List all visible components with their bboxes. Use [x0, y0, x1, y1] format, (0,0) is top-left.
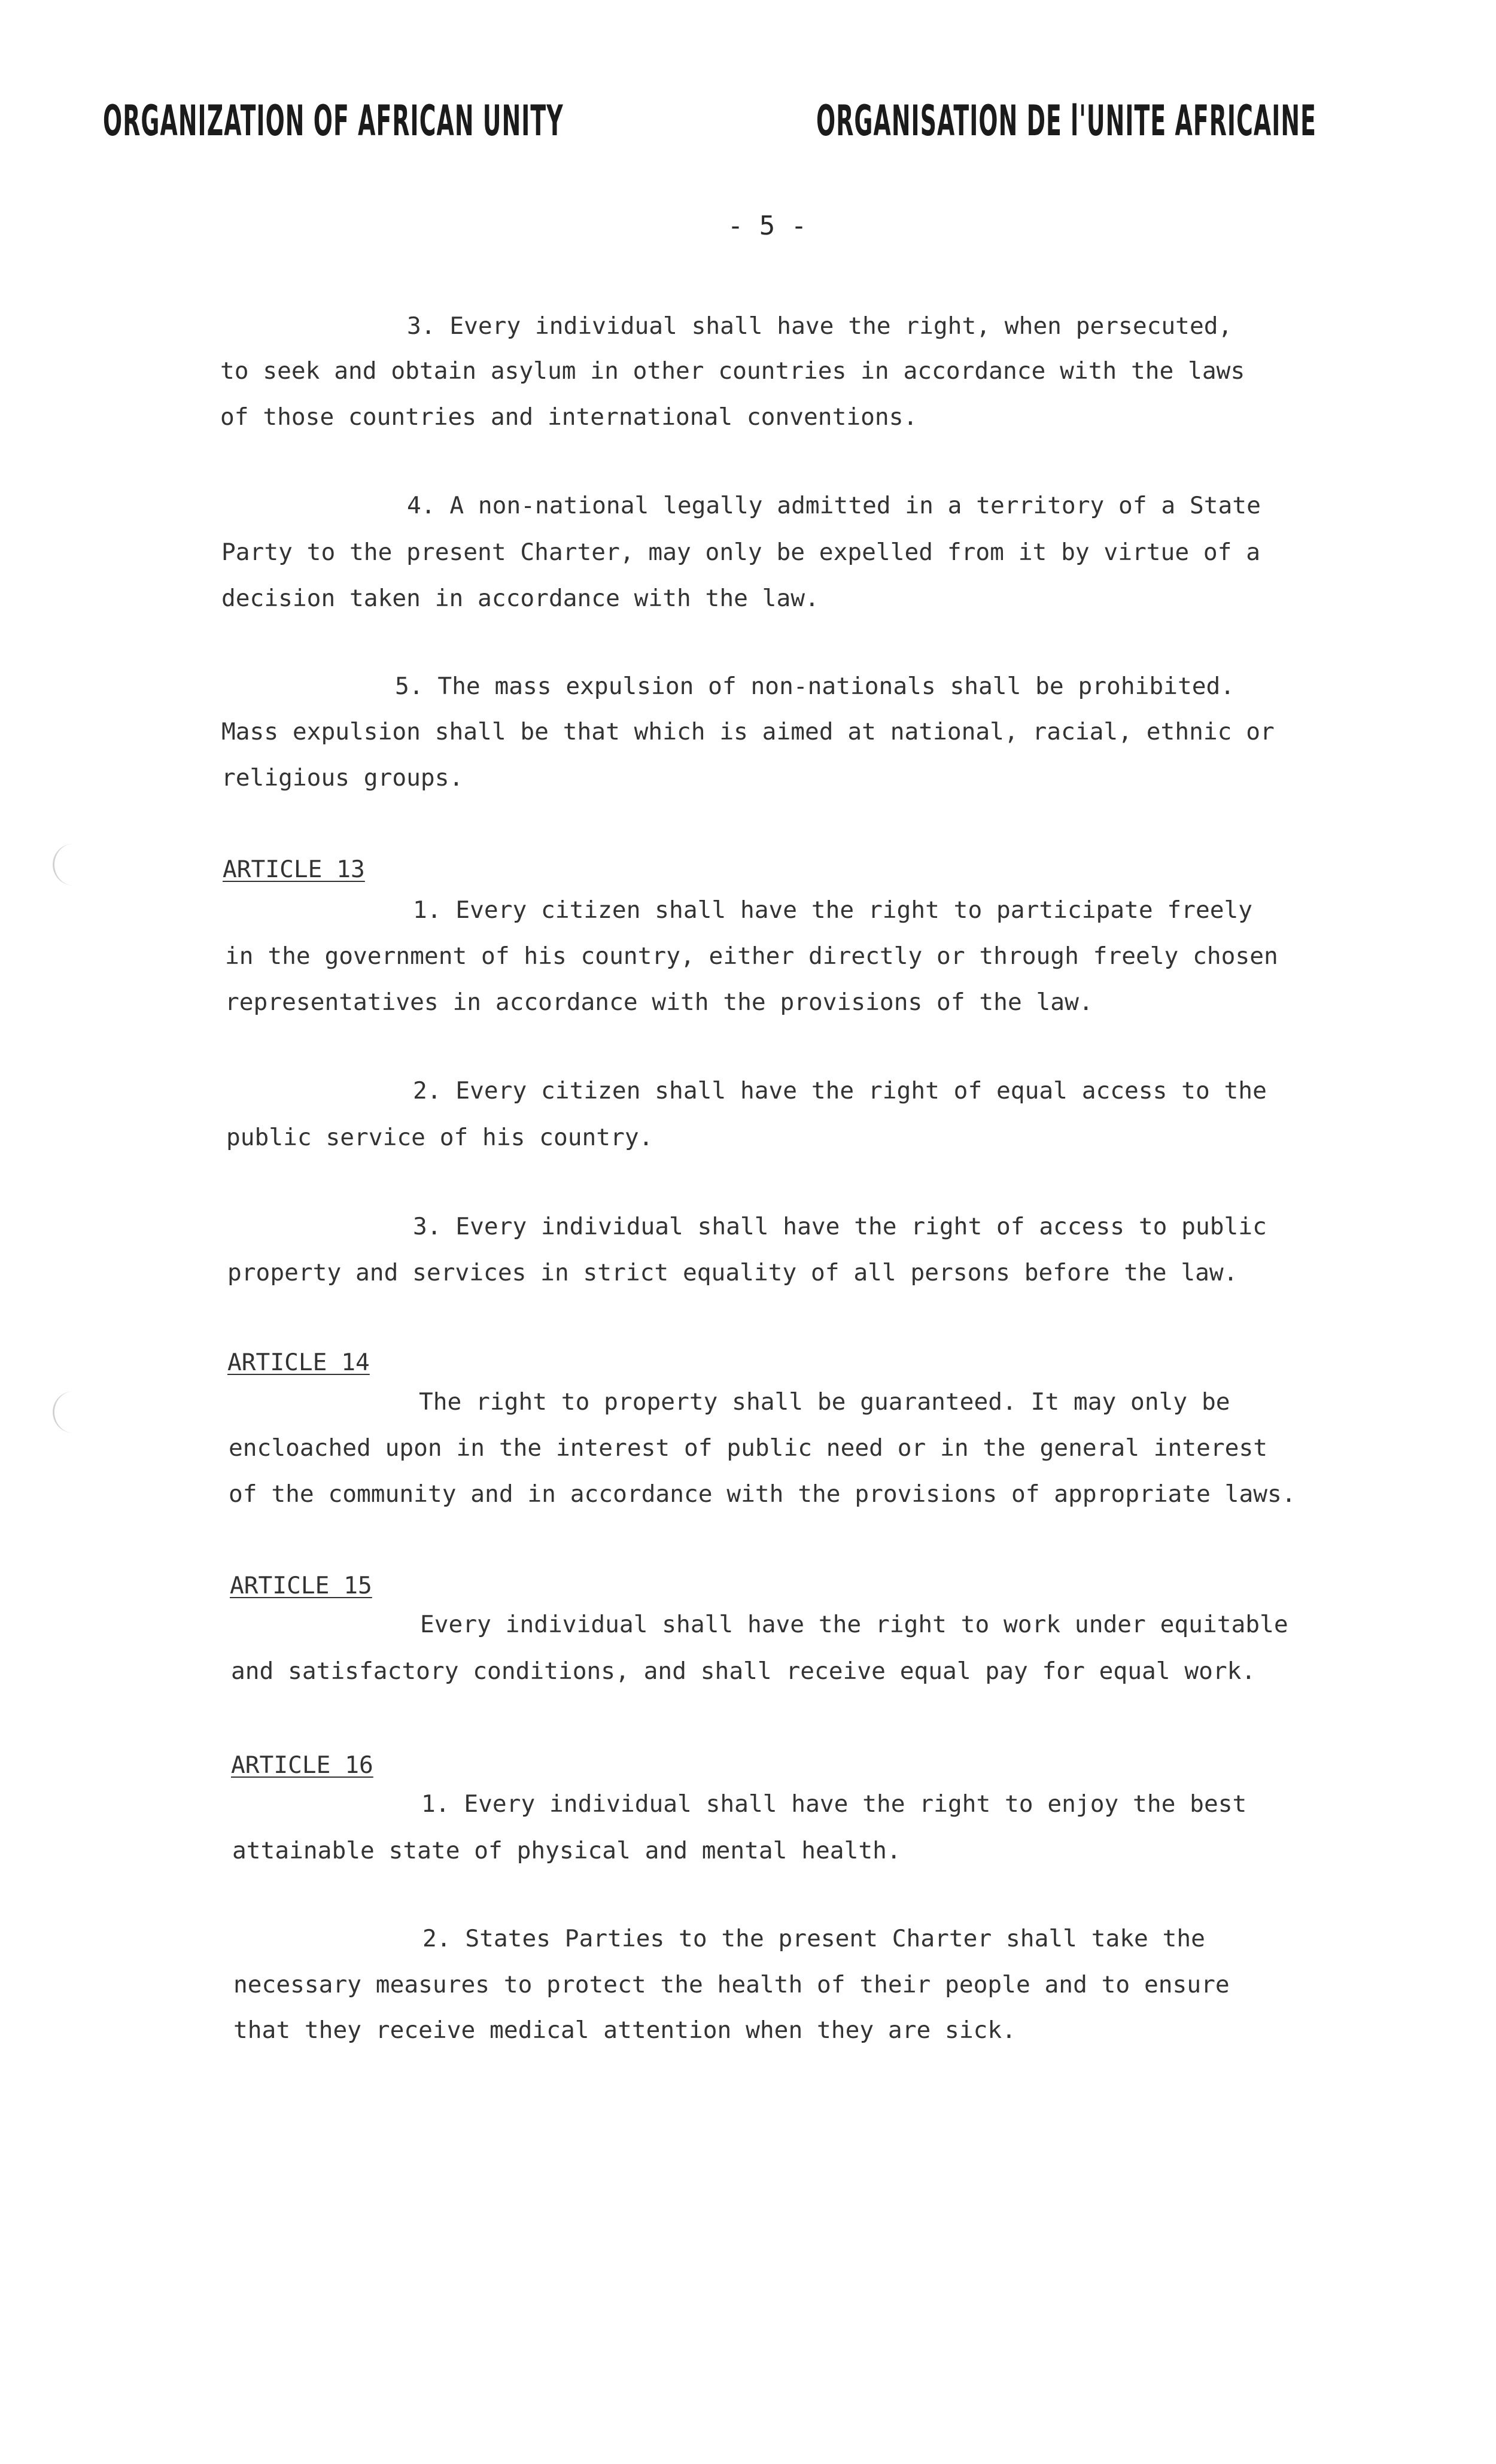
paragraph-line: The right to property shall be guaranteed. It may only be: [419, 1388, 1230, 1416]
paragraph-line: attainable state of physical and mental health.: [232, 1837, 901, 1864]
paragraph-line: Party to the present Charter, may only be expelled from it by virtue of a: [221, 539, 1261, 566]
paragraph-line: 1. Every citizen shall have the right to participate freely: [413, 896, 1253, 924]
article-heading: ARTICLE 16: [231, 1751, 373, 1779]
article-heading: ARTICLE 14: [227, 1349, 370, 1376]
paragraph-line: public service of his country.: [226, 1124, 653, 1151]
paragraph-line: to seek and obtain asylum in other countries in accordance with the laws: [220, 357, 1245, 385]
paragraph-line: decision taken in accordance with the law.: [221, 585, 819, 612]
paragraph-line: of those countries and international conventions.: [220, 403, 918, 431]
paragraph-line: 1. Every individual shall have the right to enjoy the best: [421, 1790, 1247, 1818]
paragraph-line: that they receive medical attention when they are sick.: [233, 2016, 1016, 2044]
article-heading: ARTICLE 13: [223, 856, 365, 883]
paragraph-line: Mass expulsion shall be that which is aimed at national, racial, ethnic or: [221, 718, 1275, 746]
paragraph-line: in the government of his country, either directly or through freely chosen: [225, 942, 1278, 970]
paragraph-line: 2. States Parties to the present Charter shall take the: [422, 1925, 1205, 1952]
paragraph-line: of the community and in accordance with the provisions of appropriate laws.: [229, 1480, 1296, 1508]
header-title-english: ORGANIZATION OF AFRICAN UNITY: [103, 96, 564, 145]
paragraph-line: and satisfactory conditions, and shall receive equal pay for equal work.: [231, 1657, 1256, 1685]
paragraph-line: 5. The mass expulsion of non-nationals shall be prohibited.: [395, 673, 1235, 700]
margin-mark: [53, 1391, 78, 1433]
paragraph-line: 3. Every individual shall have the right, when persecuted,: [407, 312, 1233, 340]
page-number: - 5 -: [727, 211, 807, 241]
paragraph-line: representatives in accordance with the provisions of the law.: [225, 988, 1093, 1016]
paragraph-line: Every individual shall have the right to work under equitable: [420, 1611, 1288, 1638]
paragraph-line: 3. Every individual shall have the right of access to public: [413, 1213, 1267, 1240]
paragraph-line: encloached upon in the interest of public need or in the general interest: [229, 1434, 1268, 1462]
article-heading: ARTICLE 15: [230, 1572, 372, 1599]
paragraph-line: 4. A non-national legally admitted in a territory of a State: [407, 492, 1261, 519]
margin-mark: [53, 844, 78, 886]
paragraph-line: religious groups.: [221, 764, 464, 792]
paragraph-line: 2. Every citizen shall have the right of equal access to the: [413, 1077, 1267, 1105]
paragraph-line: property and services in strict equality of all persons before the law.: [227, 1259, 1238, 1286]
header-title-french: ORGANISATION DE l'UNITE AFRICAINE: [816, 96, 1316, 145]
paragraph-line: necessary measures to protect the health of their people and to ensure: [233, 1971, 1230, 1998]
